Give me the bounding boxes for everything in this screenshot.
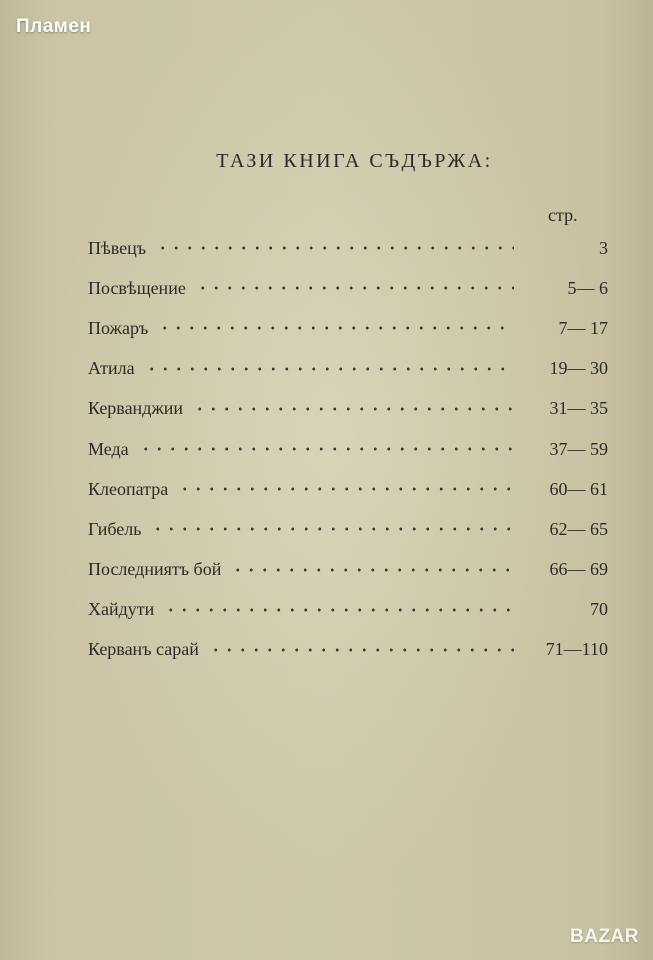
toc-entry-pages: 66— 69 [549, 559, 608, 580]
toc-entry [88, 550, 608, 590]
toc-entry-pages: 37— 59 [549, 438, 608, 459]
toc-entry-pages: 71—110 [545, 639, 608, 660]
toc-entry-title: Клеопатра [88, 478, 169, 499]
toc-entry-title: Меда [88, 438, 129, 459]
dot-leader [158, 326, 514, 330]
contents-heading: ТАЗИ КНИГА СЪДЪРЖА: [216, 150, 493, 172]
toc-entry [88, 429, 608, 469]
toc-entry-title: Посвѣщение [88, 277, 186, 298]
dot-leader [164, 608, 514, 612]
toc-entry [88, 349, 608, 389]
toc-entry-title: Атила [88, 358, 135, 379]
toc-entry-title: Пожаръ [88, 317, 149, 338]
toc-entry [88, 630, 608, 670]
toc-entry [88, 469, 608, 509]
toc-entry [88, 308, 608, 348]
table-of-contents [88, 228, 608, 670]
dot-leader [231, 568, 514, 572]
toc-entry-title: Керванъ сарай [88, 639, 199, 660]
dot-leader [178, 487, 514, 491]
dot-leader [196, 286, 514, 290]
dot-leader [145, 367, 514, 371]
toc-entry-title: Керванджии [88, 398, 184, 419]
toc-entry-pages: 7— 17 [558, 317, 608, 338]
toc-entry [88, 268, 608, 308]
pages-column-label: стр. [548, 205, 578, 225]
toc-entry-pages: 62— 65 [549, 518, 608, 539]
toc-entry-title: Гибель [88, 518, 142, 539]
dot-leader [151, 527, 514, 531]
toc-entry-title: Хайдути [88, 599, 155, 620]
toc-entry [88, 509, 608, 549]
toc-entry [88, 228, 608, 268]
watermark-text: Пламен [16, 16, 92, 37]
toc-entry-pages: 19— 30 [549, 358, 608, 379]
bazar-logo: BAZAR [570, 926, 639, 947]
toc-entry [88, 389, 608, 429]
dot-leader [139, 447, 514, 451]
toc-entry-pages: 31— 35 [549, 398, 608, 419]
toc-entry-pages: 3 [599, 237, 608, 258]
toc-entry-pages: 60— 61 [549, 478, 608, 499]
toc-entry-title: Последниятъ бой [88, 559, 222, 580]
dot-leader [209, 648, 514, 652]
toc-entry-pages: 5— 6 [567, 277, 608, 298]
toc-entry-pages: 70 [590, 599, 608, 620]
toc-entry-title: Пѣвецъ [88, 237, 147, 258]
dot-leader [193, 407, 514, 411]
toc-entry [88, 590, 608, 630]
dot-leader [156, 246, 514, 250]
